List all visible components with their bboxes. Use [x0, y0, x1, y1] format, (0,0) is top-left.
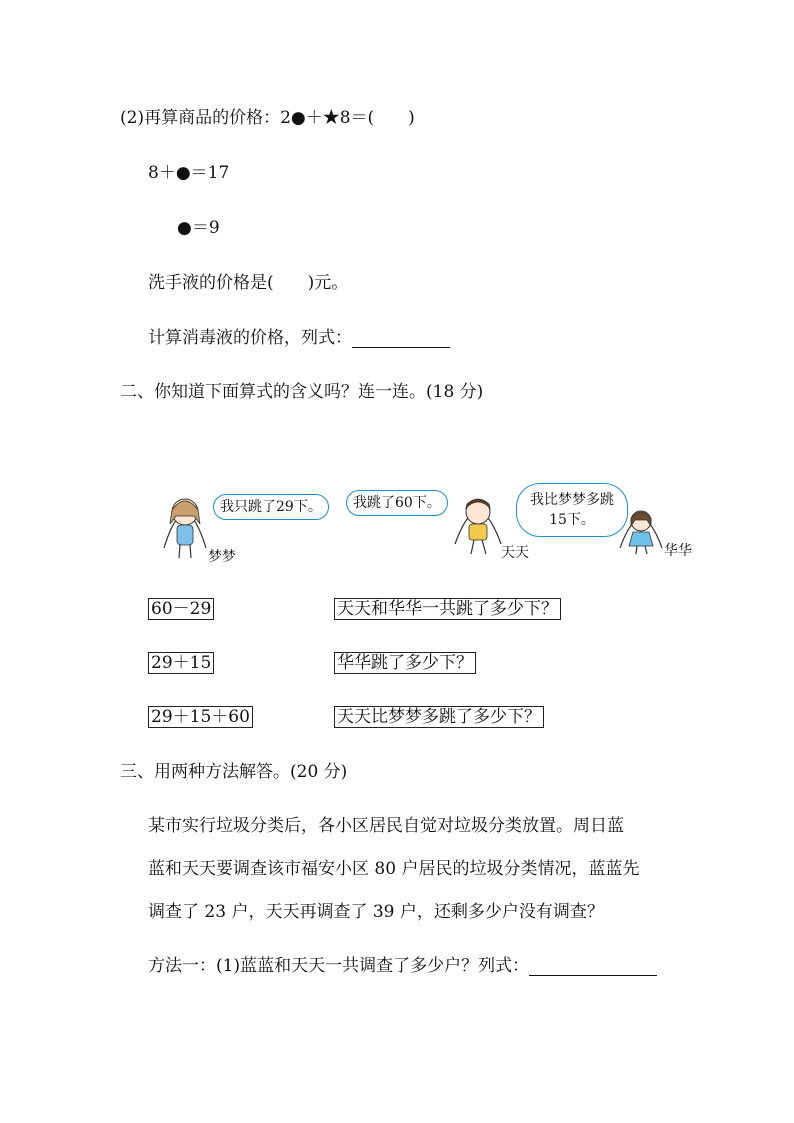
- meaning-box-3[interactable]: 天天比梦梦多跳了多少下？: [334, 706, 544, 728]
- expression-box-3[interactable]: 29＋15＋60: [148, 706, 253, 728]
- tiantian-illustration: [453, 492, 503, 558]
- mengmeng-speech-bubble: 我只跳了29下。: [213, 494, 329, 520]
- expression-box-1[interactable]: 60－29: [148, 598, 214, 620]
- mengmeng-illustration: [160, 490, 210, 560]
- section-3-heading: 三、用两种方法解答。(20 分): [120, 762, 348, 782]
- tiantian-speech-bubble: 我跳了60下。: [346, 490, 448, 516]
- problem-line-1: 某市实行垃圾分类后，各小区居民自觉对垃圾分类放置。周日蓝: [148, 816, 624, 836]
- problem-line-3: 调查了 23 户，天天再调查了 39 户，还剩多少户没有调查？: [148, 902, 604, 922]
- equation-1: 8＋●＝17: [148, 163, 230, 183]
- problem-line-2: 蓝和天天要调查该市福安小区 80 户居民的垃圾分类情况，蓝蓝先: [148, 859, 640, 879]
- disinfectant-price-line: [148, 328, 450, 348]
- tiantian-name: 天天: [501, 545, 529, 561]
- huahua-name: 华华: [664, 543, 692, 559]
- method-1-label: 方法一：(1)蓝蓝和天天一共调查了多少户？列式：: [148, 956, 530, 976]
- method-1-answer-blank[interactable]: [529, 957, 657, 976]
- meaning-box-1[interactable]: 天天和华华一共跳了多少下？: [334, 598, 561, 620]
- equation-2: ●＝9: [177, 218, 220, 238]
- hand-soap-price-line: 洗手液的价格是( )元。: [148, 273, 349, 293]
- mengmeng-name: 梦梦: [208, 549, 236, 565]
- disinfectant-answer-blank[interactable]: [352, 329, 450, 348]
- huahua-speech-bubble: 我比梦梦多跳15下。: [516, 483, 628, 537]
- disinfectant-label: 计算消毒液的价格，列式：: [148, 328, 352, 348]
- expression-box-2[interactable]: 29＋15: [148, 652, 214, 674]
- meaning-box-2[interactable]: 华华跳了多少下？: [334, 652, 476, 674]
- huahua-illustration: [618, 504, 664, 556]
- step2-line: (2)再算商品的价格：2●＋★8＝( ): [120, 108, 415, 128]
- method-1-line: [148, 956, 657, 976]
- section-2-heading: 二、你知道下面算式的含义吗？连一连。(18 分): [120, 382, 484, 402]
